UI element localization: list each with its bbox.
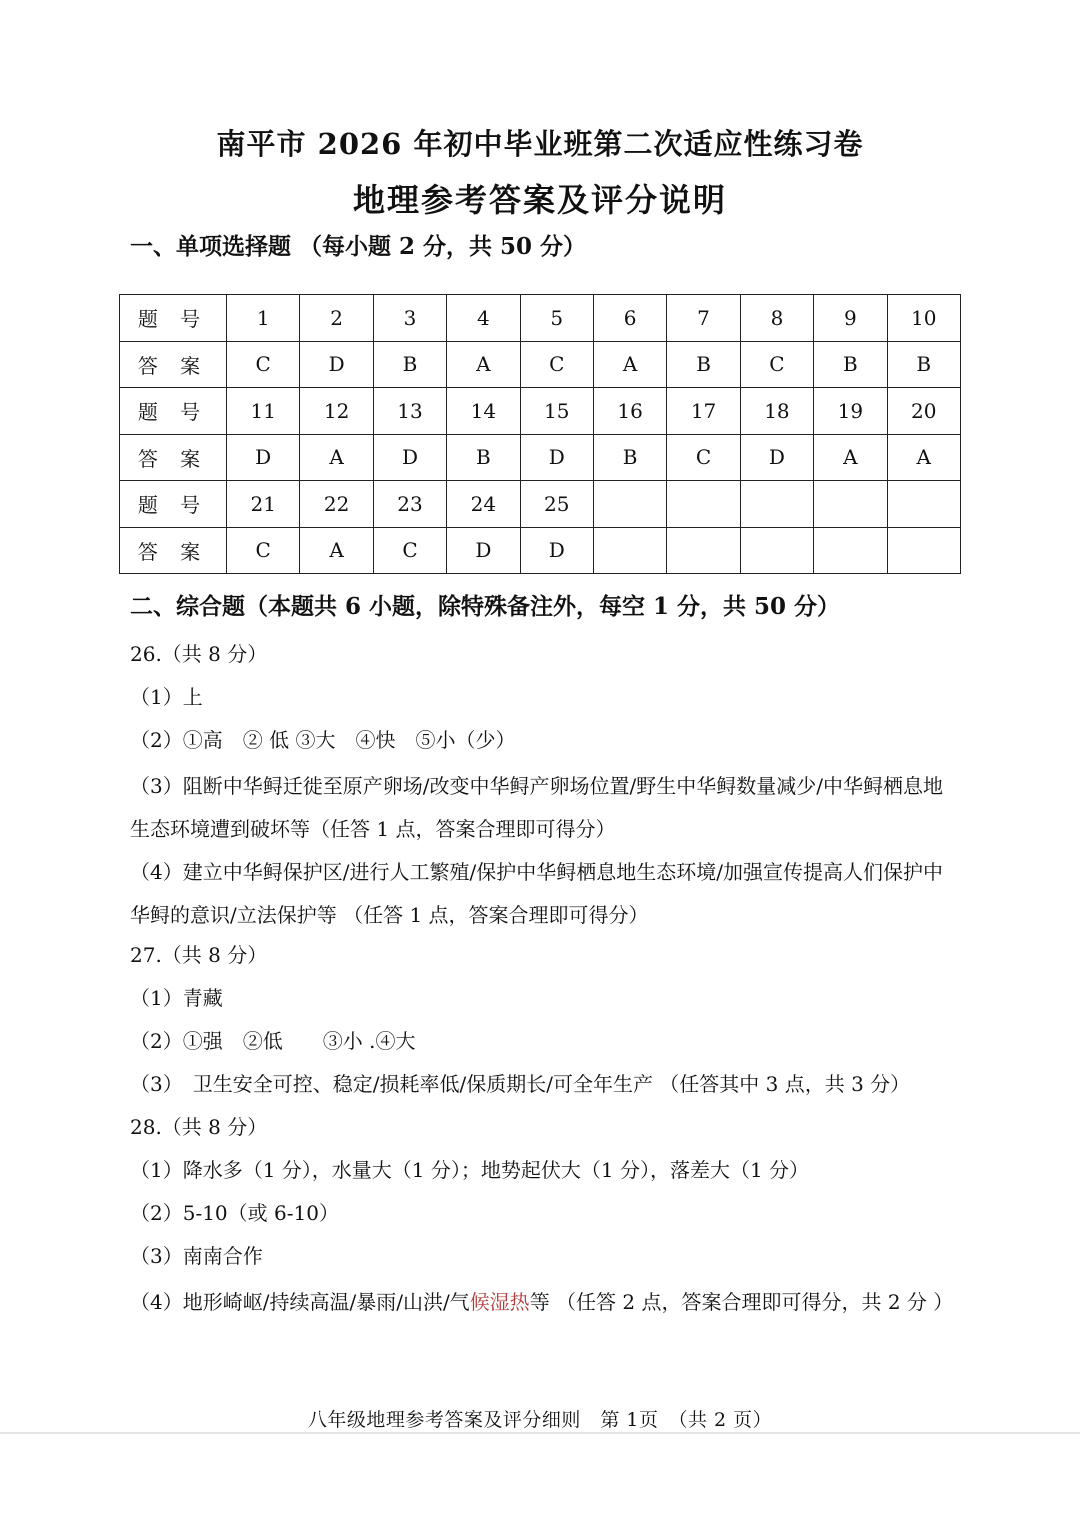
table-cell: 7 <box>667 295 740 342</box>
table-cell <box>593 527 666 574</box>
answer-line: （4）建立中华鲟保护区/进行人工繁殖/保护中华鲟栖息地生态环境/加强宣传提高人们保护中华鲟的意识/立法保护等 （任答 1 点，答案合理即可得分） <box>130 860 943 927</box>
answer-text: 等 （任答 2 点，答案合理即可得分，共 2 分 ） <box>529 1290 954 1314</box>
answer-line: （1）青藏 <box>130 986 223 1010</box>
table-cell: D <box>373 434 446 481</box>
table-cell: 19 <box>814 388 887 435</box>
answer-table <box>119 294 961 574</box>
table-row <box>120 481 961 528</box>
table-cell: C <box>373 527 446 574</box>
table-cell <box>667 481 740 528</box>
table-cell: 10 <box>887 295 960 342</box>
table-row <box>120 434 961 481</box>
answer-body <box>130 636 960 1324</box>
table-cell: A <box>887 434 960 481</box>
table-cell: B <box>373 341 446 388</box>
table-cell <box>593 481 666 528</box>
table-row <box>120 295 961 342</box>
table-cell: 9 <box>814 295 887 342</box>
table-cell: 13 <box>373 388 446 435</box>
table-cell: D <box>520 527 593 574</box>
table-cell: 4 <box>447 295 520 342</box>
table-cell: 25 <box>520 481 593 528</box>
answer-line: （3）阻断中华鲟迁徙至原产卵场/改变中华鲟产卵场位置/野生中华鲟数量减少/中华鲟栖息地生态环境遭到破坏等（任答 1 点，答案合理即可得分） <box>130 774 943 841</box>
answer-line: （3）南南合作 <box>130 1244 263 1268</box>
table-cell <box>814 527 887 574</box>
table-cell: C <box>227 527 300 574</box>
row-label: 答 案 <box>120 527 227 574</box>
table-cell: A <box>300 527 373 574</box>
table-cell: 16 <box>593 388 666 435</box>
table-cell: 12 <box>300 388 373 435</box>
table-cell: D <box>447 527 520 574</box>
row-label: 答 案 <box>120 341 227 388</box>
table-cell: 11 <box>227 388 300 435</box>
answer-line: （1）降水多（1 分），水量大（1 分）；地势起伏大（1 分），落差大（1 分） <box>130 1158 810 1182</box>
table-cell: C <box>227 341 300 388</box>
table-cell: 14 <box>447 388 520 435</box>
question-header: 27.（共 8 分） <box>130 943 268 967</box>
table-row <box>120 527 961 574</box>
highlighted-text: 候湿热 <box>469 1290 530 1314</box>
table-cell: D <box>300 341 373 388</box>
table-cell: B <box>814 341 887 388</box>
page-footer: 八年级地理参考答案及评分细则 第 1页 （共 2 页） <box>307 1409 773 1431</box>
table-cell: 8 <box>740 295 813 342</box>
table-cell: B <box>887 341 960 388</box>
table-cell <box>740 481 813 528</box>
table-cell: 3 <box>373 295 446 342</box>
answer-line: （1）上 <box>130 685 203 709</box>
table-cell: 15 <box>520 388 593 435</box>
table-cell: 1 <box>227 295 300 342</box>
table-cell: A <box>447 341 520 388</box>
table-cell: 20 <box>887 388 960 435</box>
table-cell: 2 <box>300 295 373 342</box>
answer-line: （2）①强 ②低 ③小 .④大 <box>130 1029 416 1053</box>
table-cell <box>814 481 887 528</box>
table-cell: B <box>667 341 740 388</box>
table-cell: A <box>300 434 373 481</box>
section-1-heading: 一、单项选择题 （每小题 2 分，共 50 分） <box>130 233 587 260</box>
table-cell: C <box>520 341 593 388</box>
row-label: 答 案 <box>120 434 227 481</box>
table-cell: D <box>227 434 300 481</box>
table-cell: D <box>740 434 813 481</box>
section-2-heading: 二、综合题（本题共 6 小题，除特殊备注外，每空 1 分，共 50 分） <box>130 593 841 620</box>
answer-line: （2）5-10（或 6-10） <box>130 1201 339 1225</box>
page-title: 南平市 2026 年初中毕业班第二次适应性练习卷 <box>216 127 864 161</box>
table-cell <box>887 481 960 528</box>
table-cell: B <box>447 434 520 481</box>
table-cell: C <box>667 434 740 481</box>
table-cell: 6 <box>593 295 666 342</box>
table-cell: B <box>593 434 666 481</box>
table-cell <box>740 527 813 574</box>
page-divider <box>0 1432 1080 1434</box>
table-cell: C <box>740 341 813 388</box>
table-cell: 18 <box>740 388 813 435</box>
question-header: 26.（共 8 分） <box>130 642 268 666</box>
page-subtitle: 地理参考答案及评分说明 <box>352 181 727 219</box>
table-cell: D <box>520 434 593 481</box>
table-cell: 21 <box>227 481 300 528</box>
table-cell <box>667 527 740 574</box>
table-row <box>120 388 961 435</box>
table-row <box>120 341 961 388</box>
table-cell: 5 <box>520 295 593 342</box>
table-cell: A <box>593 341 666 388</box>
answer-line <box>130 1281 960 1324</box>
row-label: 题 号 <box>120 388 227 435</box>
row-label: 题 号 <box>120 295 227 342</box>
table-cell: 24 <box>447 481 520 528</box>
table-cell: A <box>814 434 887 481</box>
answer-line: （2）①高 ② 低 ③大 ④快 ⑤小（少） <box>130 728 516 752</box>
table-cell <box>887 527 960 574</box>
table-cell: 17 <box>667 388 740 435</box>
table-cell: 22 <box>300 481 373 528</box>
answer-line: （3） 卫生安全可控、稳定/损耗率低/保质期长/可全年生产 （任答其中 3 点，共 3 分） <box>130 1072 911 1096</box>
table-cell: 23 <box>373 481 446 528</box>
answer-text: （4）地形崎岖/持续高温/暴雨/山洪/气 <box>130 1290 470 1314</box>
question-header: 28.（共 8 分） <box>130 1115 268 1139</box>
row-label: 题 号 <box>120 481 227 528</box>
